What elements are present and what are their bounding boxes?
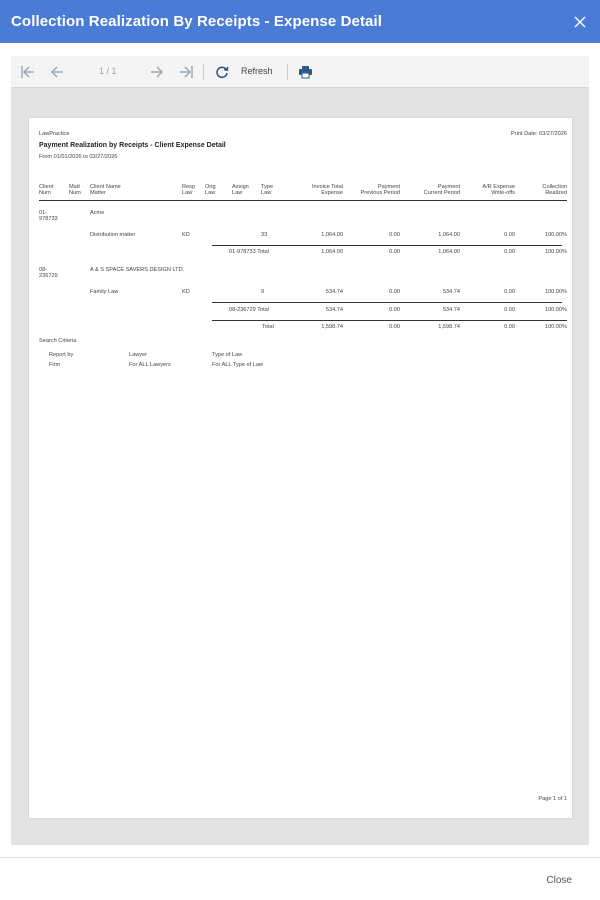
invoice-total-value: 534.74 (325, 289, 343, 295)
payment-prev-value: 0.00 (389, 289, 400, 295)
col-resp-law: Resp Law (182, 184, 196, 196)
invoice-total-value: 1,064.00 (321, 232, 343, 238)
type-law-value: 9 (261, 289, 265, 295)
close-icon[interactable] (570, 12, 590, 32)
col-type-law: Type Law (261, 184, 274, 196)
subtotal-curr: 534.74 (442, 307, 460, 313)
payment-prev-value: 0.00 (389, 232, 400, 238)
subtotal-rule (212, 302, 562, 303)
subtotal-writeoffs: 0.00 (504, 249, 515, 255)
client-number: 08- 236729 (39, 267, 58, 279)
payment-curr-value: 534.74 (442, 289, 460, 295)
col-ar-writeoffs: A/R Expense Write-offs (482, 184, 515, 196)
previous-page-icon[interactable] (48, 63, 66, 81)
col-payment-curr: Payment Current Period (423, 184, 460, 196)
firm-name: LawPractice (39, 131, 70, 137)
report-by-value: Firm (49, 362, 61, 368)
grand-total-rule (212, 320, 567, 321)
col-assign-law: Assign Law (232, 184, 249, 196)
matter-name: Distribution matter (90, 232, 136, 238)
report-viewer (11, 56, 589, 845)
next-page-icon[interactable] (148, 63, 166, 81)
col-invoice-total: Invoice Total Expense (312, 184, 343, 196)
dialog-header (0, 0, 600, 43)
resp-law-value: KD (182, 232, 190, 238)
report-title: Payment Realization by Receipts - Client Expense Detail (39, 142, 226, 149)
grand-total-invoice: 1,598.74 (321, 324, 343, 330)
refresh-icon[interactable] (213, 63, 231, 81)
type-of-law-label: Type of Law (212, 352, 243, 358)
toolbar-separator (203, 64, 204, 80)
header-rule (39, 200, 567, 201)
lawyer-label: Lawyer (129, 352, 148, 358)
realized-value: 100.00% (544, 232, 567, 238)
page-footer: Page 1 of 1 (538, 796, 567, 802)
viewer-toolbar (11, 56, 589, 88)
report-by-label: Report by (49, 352, 74, 358)
dialog-footer (0, 857, 600, 900)
col-collection: Collection Realized (542, 184, 567, 196)
subtotal-realized: 100.00% (544, 249, 567, 255)
col-client-num: Client Num (39, 184, 54, 196)
subtotal-invoice: 534.74 (325, 307, 343, 313)
subtotal-rule (212, 245, 562, 246)
matter-name: Family Law (90, 289, 119, 295)
col-client-name: Client Name Matter (90, 184, 121, 196)
resp-law-value: KD (182, 289, 190, 295)
last-page-icon[interactable] (177, 63, 195, 81)
client-number: 01- 978733 (39, 210, 58, 222)
print-icon[interactable] (296, 63, 314, 81)
subtotal-writeoffs: 0.00 (504, 307, 515, 313)
subtotal-realized: 100.00% (544, 307, 567, 313)
client-name: Acme (90, 210, 105, 216)
client-name: A & S SPACE SAVERS DESIGN LTD. (90, 267, 185, 273)
date-range: From 01/01/2026 to 03/27/2026 (39, 154, 118, 160)
grand-total-prev: 0.00 (389, 324, 400, 330)
col-matter-num: Matt Num (69, 184, 81, 196)
dialog-title: Collection Realization By Receipts - Expense Detail (11, 13, 383, 30)
realized-value: 100.00% (544, 289, 567, 295)
search-criteria-heading: Search Criteria (39, 338, 77, 344)
page-indicator[interactable]: 1 / 1 (99, 66, 117, 76)
payment-curr-value: 1,064.00 (438, 232, 460, 238)
print-date: Print Date: 03/27/2026 (511, 131, 567, 137)
refresh-button[interactable]: Refresh (241, 66, 273, 76)
subtotal-prev: 0.00 (389, 249, 400, 255)
grand-total-curr: 1,598.74 (438, 324, 460, 330)
writeoffs-value: 0.00 (504, 289, 515, 295)
first-page-icon[interactable] (19, 63, 37, 81)
grand-total-writeoffs: 0.00 (504, 324, 515, 330)
report-page (29, 118, 572, 818)
subtotal-label: 08-236729 Total (229, 307, 270, 313)
writeoffs-value: 0.00 (504, 232, 515, 238)
close-button[interactable]: Close (546, 875, 572, 886)
subtotal-label: 01-978733 Total (229, 249, 270, 255)
grand-total-label: Total (262, 324, 274, 330)
subtotal-curr: 1,064.00 (438, 249, 460, 255)
lawyer-value: For ALL Lawyers (129, 362, 171, 368)
grand-total-realized: 100.00% (544, 324, 567, 330)
subtotal-invoice: 1,064.00 (321, 249, 343, 255)
col-payment-prev: Payment Previous Period (360, 184, 400, 196)
col-orig-law: Orig Law (205, 184, 216, 196)
type-law-value: 33 (261, 232, 268, 238)
toolbar-separator (287, 64, 288, 80)
type-of-law-value: For ALL Type of Law (212, 362, 263, 368)
subtotal-prev: 0.00 (389, 307, 400, 313)
